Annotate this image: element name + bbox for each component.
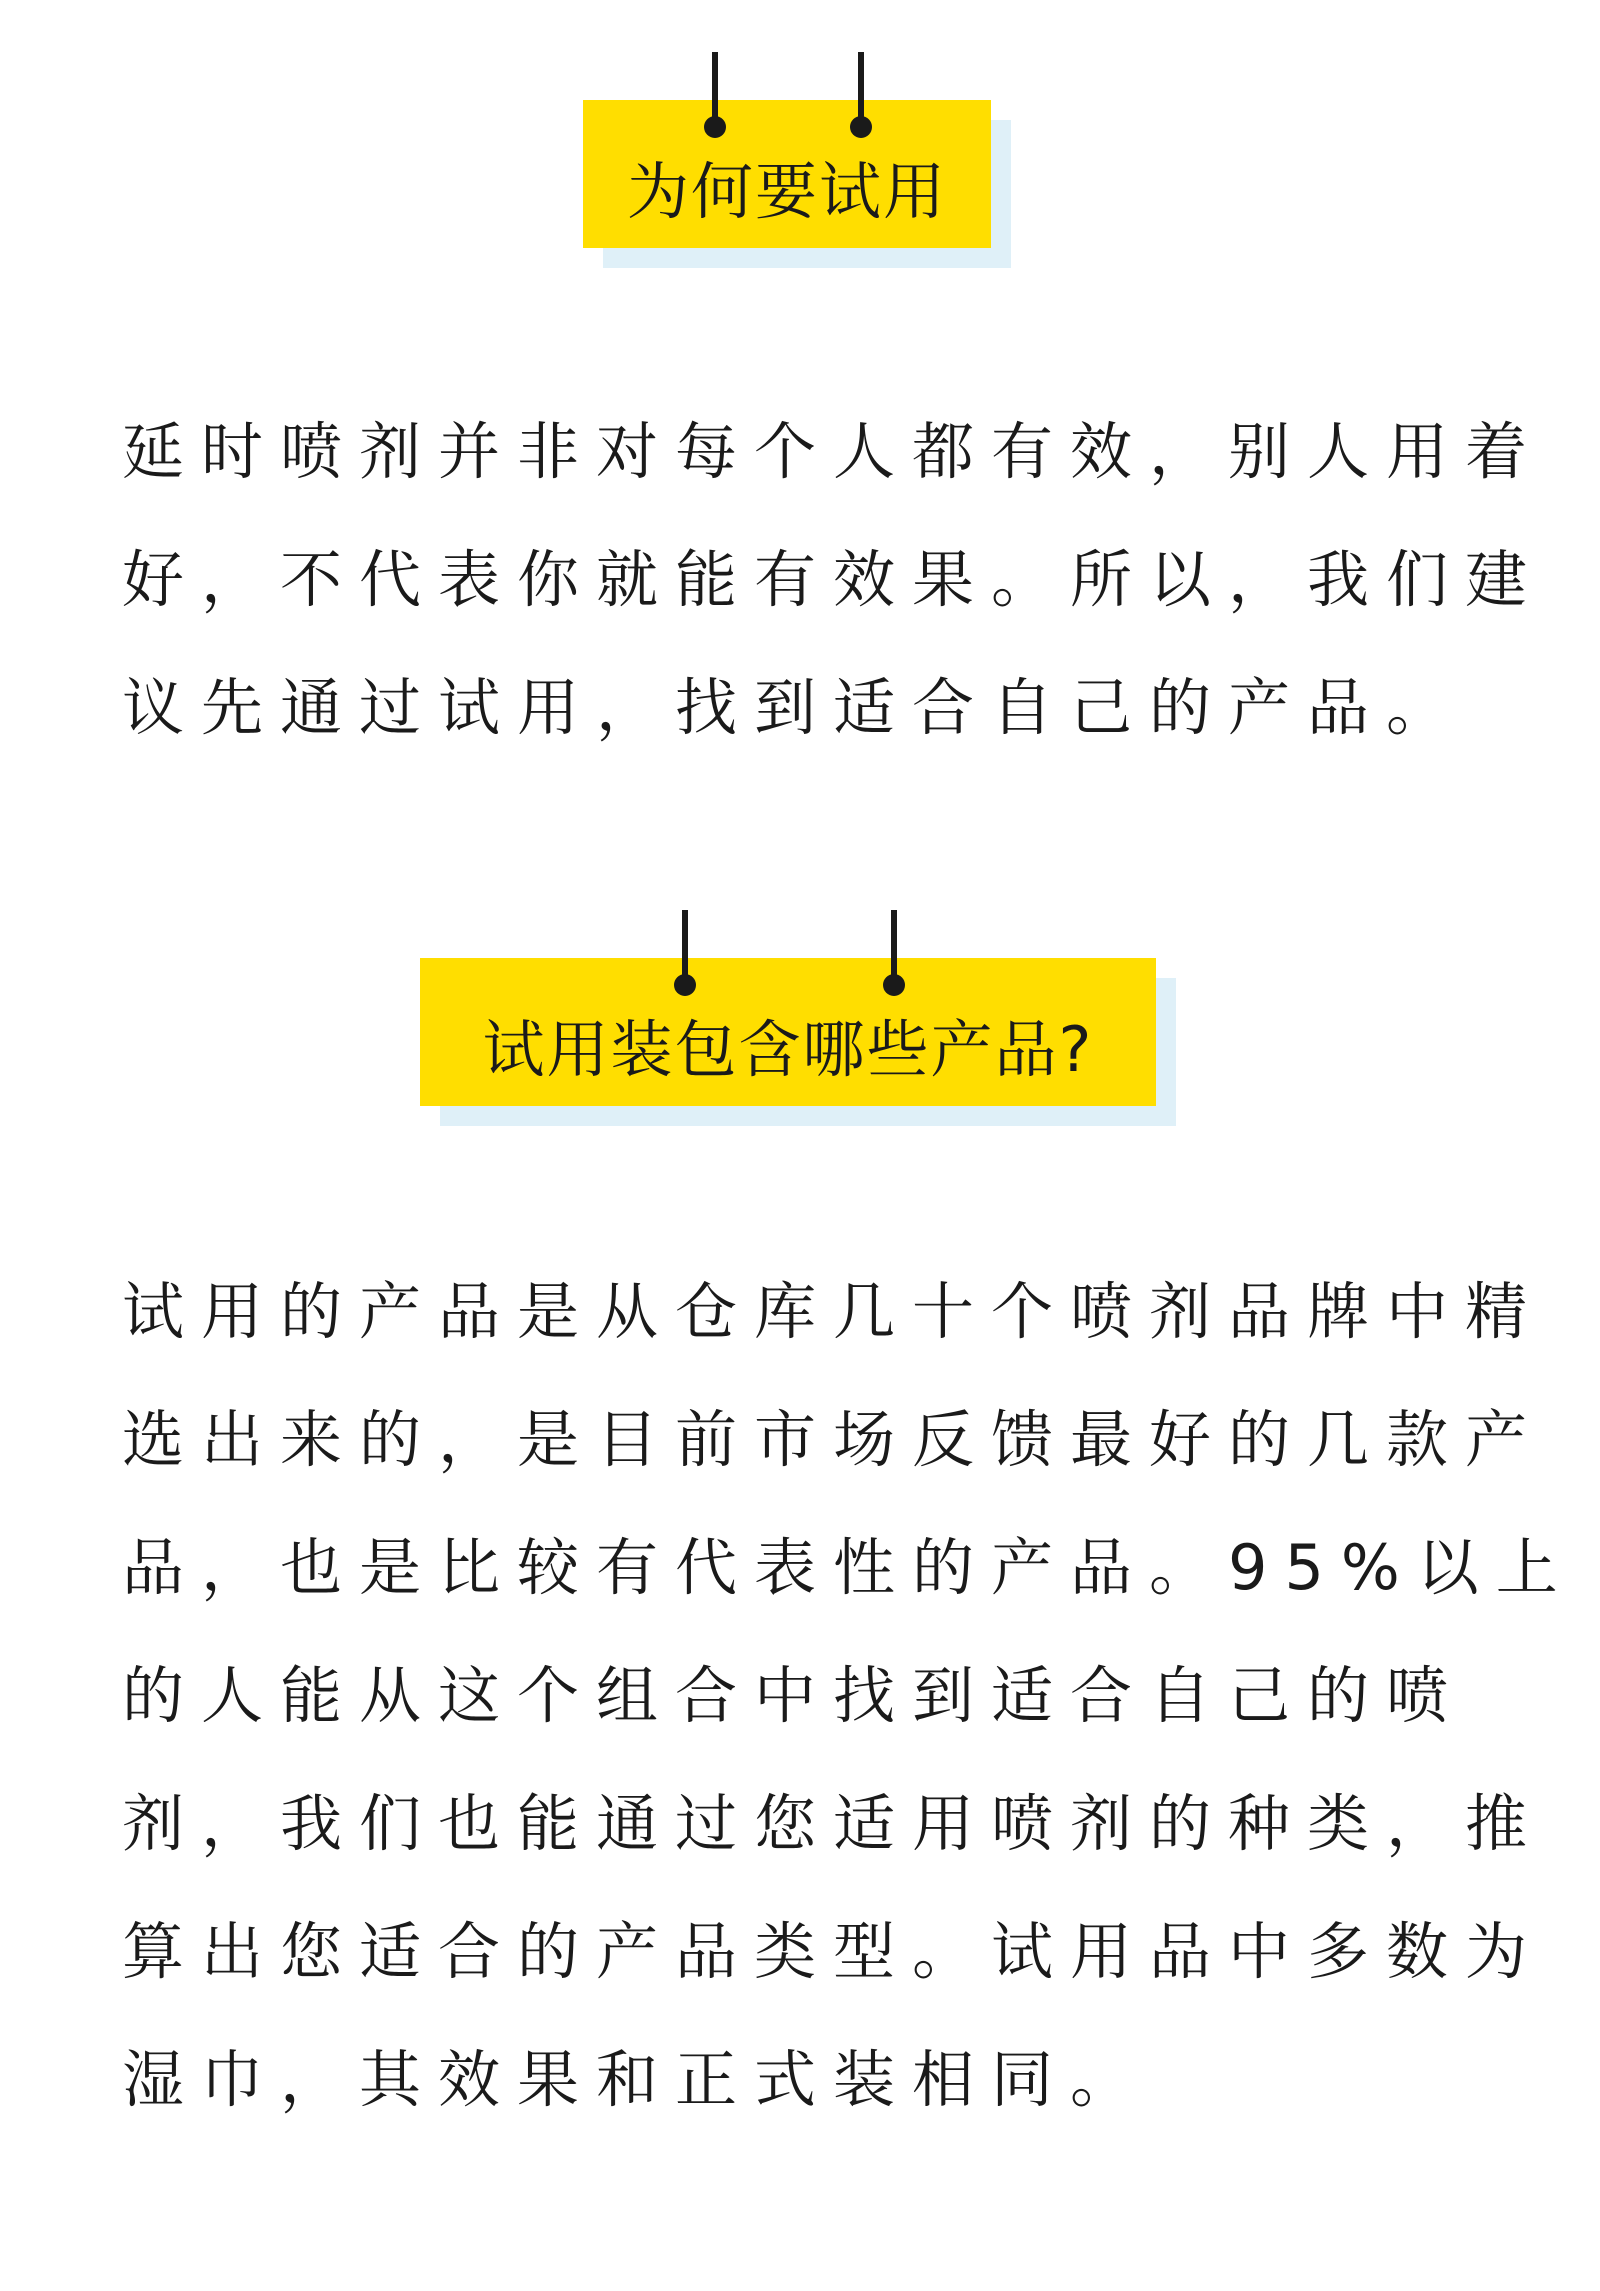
paragraph-line: 好，不代表你就能有效果。所以，我们建 bbox=[122, 543, 1545, 616]
pin-left-dot-icon bbox=[674, 974, 696, 996]
section-paragraph bbox=[122, 1248, 1575, 2144]
pin-right-dot-icon bbox=[883, 974, 905, 996]
paragraph-line: 算出您适合的产品类型。试用品中多数为 bbox=[122, 1915, 1545, 1988]
paragraph-line: 试用的产品是从仓库几十个喷剂品牌中精 bbox=[122, 1275, 1545, 1348]
pin-left-icon bbox=[682, 910, 688, 980]
pin-right-icon bbox=[891, 910, 897, 980]
pin-left-icon bbox=[712, 52, 718, 122]
pin-right-icon bbox=[858, 52, 864, 122]
paragraph-line: 剂，我们也能通过您适用喷剂的种类，推 bbox=[122, 1787, 1545, 1860]
paragraph-line: 议先通过试用，找到适合自己的产品。 bbox=[122, 671, 1466, 744]
section-heading: 为何要试用 bbox=[583, 100, 991, 248]
paragraph-line: 湿巾，其效果和正式装相同。 bbox=[122, 2043, 1150, 2116]
paragraph-line: 品，也是比较有代表性的产品。95%以上 bbox=[122, 1531, 1575, 1604]
section-paragraph bbox=[122, 388, 1545, 772]
paragraph-line: 的人能从这个组合中找到适合自己的喷 bbox=[122, 1659, 1466, 1732]
paragraph-line: 延时喷剂并非对每个人都有效，别人用着 bbox=[122, 415, 1545, 488]
section-heading: 试用装包含哪些产品? bbox=[420, 958, 1156, 1106]
section-heading-tag-trial-contents bbox=[420, 958, 1176, 1126]
section-heading-tag-why-trial bbox=[583, 100, 1003, 268]
pin-right-dot-icon bbox=[850, 116, 872, 138]
pin-left-dot-icon bbox=[704, 116, 726, 138]
paragraph-line: 选出来的，是目前市场反馈最好的几款产 bbox=[122, 1403, 1545, 1476]
